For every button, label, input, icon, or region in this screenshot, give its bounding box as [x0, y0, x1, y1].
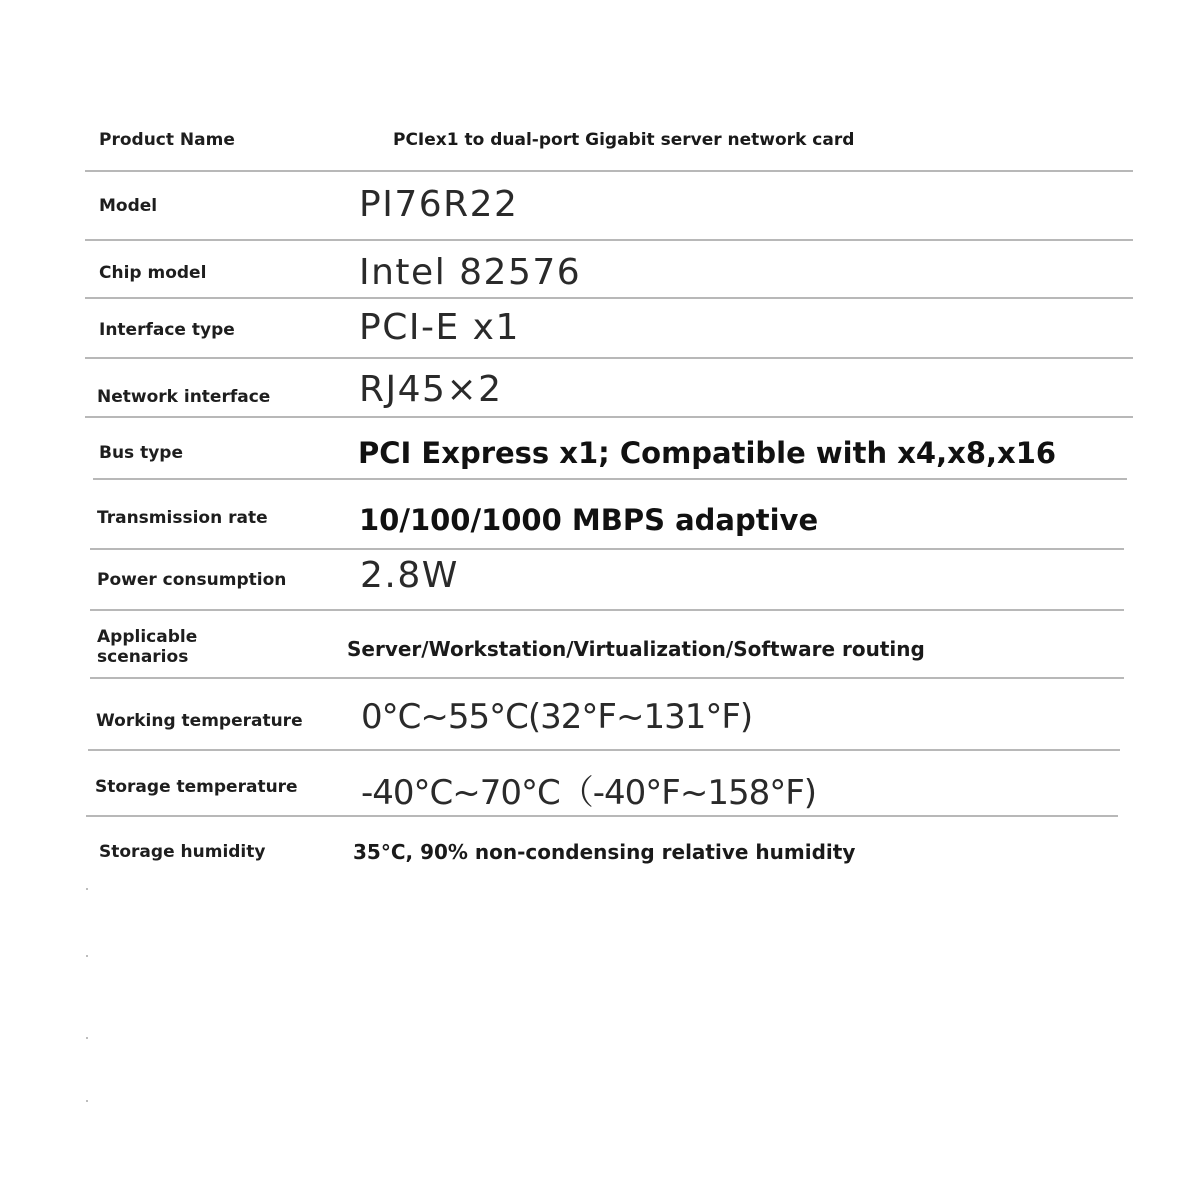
row-divider [85, 297, 1133, 299]
row-divider [90, 609, 1124, 611]
spec-label-storage-humidity: Storage humidity [99, 842, 266, 862]
row-divider [88, 749, 1120, 751]
spec-value-interface-type: PCI-E x1 [359, 307, 520, 348]
spec-value-chip-model: Intel 82576 [359, 252, 582, 293]
spec-value-storage-temperature: -40°C~70°C（-40°F~158°F) [361, 773, 817, 813]
row-divider [85, 416, 1133, 418]
spec-label-network-interface: Network interface [97, 387, 271, 407]
spec-value-transmission-rate: 10/100/1000 MBPS adaptive [359, 503, 819, 537]
spec-value-network-interface: RJ45×2 [359, 369, 503, 410]
spec-label-chip-model: Chip model [99, 263, 207, 283]
spec-label-interface-type: Interface type [99, 320, 235, 340]
row-divider [85, 170, 1133, 172]
row-divider [86, 815, 1118, 817]
row-divider [85, 357, 1133, 359]
spec-label-power-consumption: Power consumption [97, 570, 287, 590]
spec-label-applicable-scenarios-line2: scenarios [97, 647, 189, 667]
spec-value-storage-humidity: 35°C, 90% non-condensing relative humidity [353, 840, 856, 864]
row-divider [90, 548, 1124, 550]
spec-value-model: PI76R22 [359, 184, 519, 225]
spec-label-transmission-rate: Transmission rate [97, 508, 268, 528]
spec-value-power-consumption: 2.8W [360, 555, 459, 596]
margin-dot [86, 955, 88, 957]
margin-dot [86, 888, 88, 890]
margin-dot [86, 1100, 88, 1102]
margin-dot [86, 1037, 88, 1039]
spec-label-product-name: Product Name [99, 130, 235, 150]
spec-label-bus-type: Bus type [99, 443, 184, 463]
row-divider [90, 677, 1124, 679]
spec-value-product-name: PCIex1 to dual-port Gigabit server network card [393, 130, 855, 150]
row-divider [85, 239, 1133, 241]
spec-label-model: Model [99, 196, 158, 216]
spec-label-applicable-scenarios-line1: Applicable [97, 627, 198, 647]
spec-label-working-temperature: Working temperature [96, 711, 303, 731]
spec-value-bus-type: PCI Express x1; Compatible with x4,x8,x16 [358, 436, 1057, 470]
spec-value-working-temperature: 0°C~55°C(32°F~131°F) [361, 697, 753, 737]
row-divider [93, 478, 1127, 480]
spec-value-applicable-scenarios: Server/Workstation/Virtualization/Software routing [347, 637, 925, 661]
spec-label-storage-temperature: Storage temperature [95, 777, 298, 797]
